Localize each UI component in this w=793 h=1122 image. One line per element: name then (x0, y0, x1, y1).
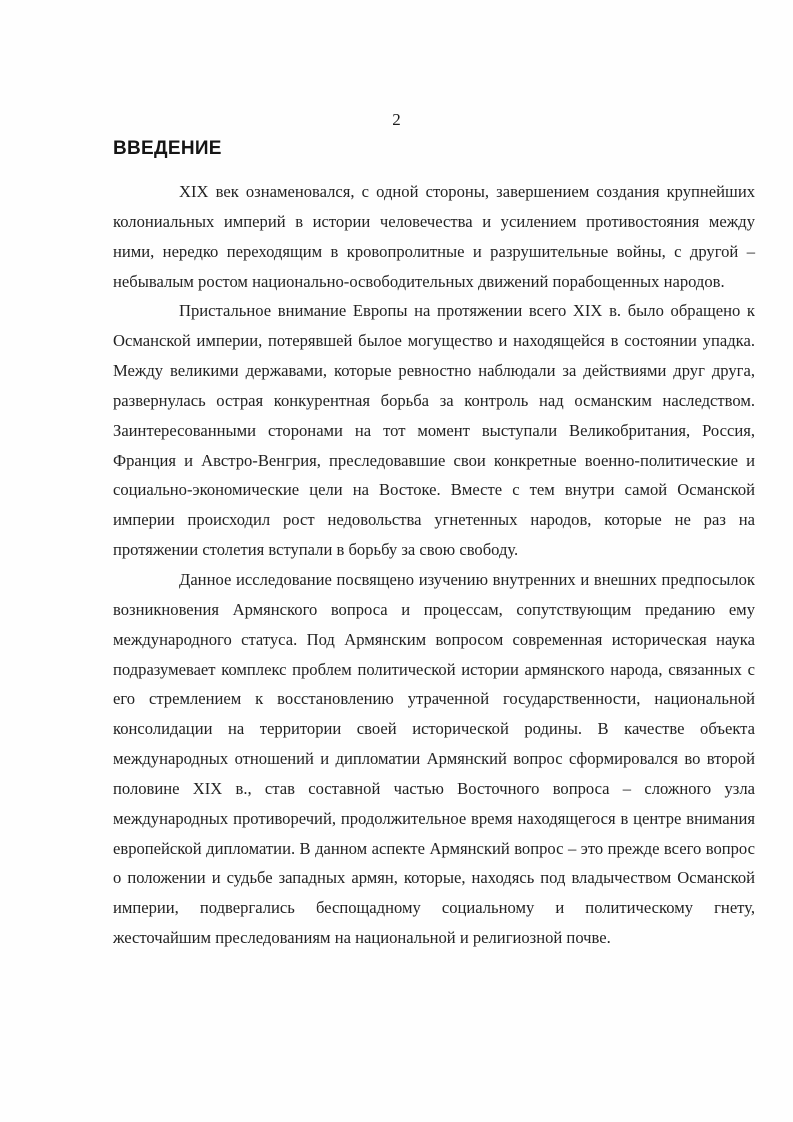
page-number: 2 (392, 110, 401, 129)
paragraph-3: Данное исследование посвящено изучению внутренних и внешних предпосылок возникновения Армянского вопроса и процессам, сопутствующим преданию ему международного статуса. Под Армянским вопросом современная историческая наука подразумевает комплекс проблем политической истории армянского народа, связанных с его стремлением к восстановлению утраченной государственности, национальной консолидации на территории своей исторической родины. В качестве объекта международных отношений и дипломатии Армянский вопрос сформировался во второй половине XIX в., став составной частью Восточного вопроса – сложного узла международных противоречий, продолжительное время находящегося в центре внимания европейской дипломатии. В данном аспекте Армянский вопрос – это прежде всего вопрос о положении и судьбе западных армян, которые, находясь под владычеством Османской империи, подвергались беспощадному социальному и политическому гнету, жесточайшим преследованиям на национальной и религиозной почве. (113, 569, 755, 948)
paragraph-2: Пристальное внимание Европы на протяжении всего XIX в. было обращено к Османской империи, потерявшей былое могущество и находящейся в состоянии упадка. Между великими державами, которые ревностно наблюдали за действиями друг друга, развернулась острая конкурентная борьба за контроль над османским наследством. Заинтересованными сторонами на тот момент выступали Великобритания, Россия, Франция и Австро-Венгрия, преследовавшие свои конкретные военно-политические и социально-экономические цели на Востоке. Вместе с тем внутри самой Османской империи происходил рост недовольства угнетенных народов, которые не раз на протяжении столетия вступали в борьбу за свою свободу. (113, 301, 755, 560)
document-body (113, 177, 755, 953)
paragraph-1: XIX век ознаменовался, с одной стороны, завершением создания крупнейших колониальных империй в истории человечества и усилением противостояния между ними, нередко переходящим в кровопролитные и разрушительные войны, с другой – небывалым ростом национально-освободительных движений порабощенных народов. (113, 182, 755, 291)
section-heading: ВВЕДЕНИЕ (113, 138, 222, 159)
